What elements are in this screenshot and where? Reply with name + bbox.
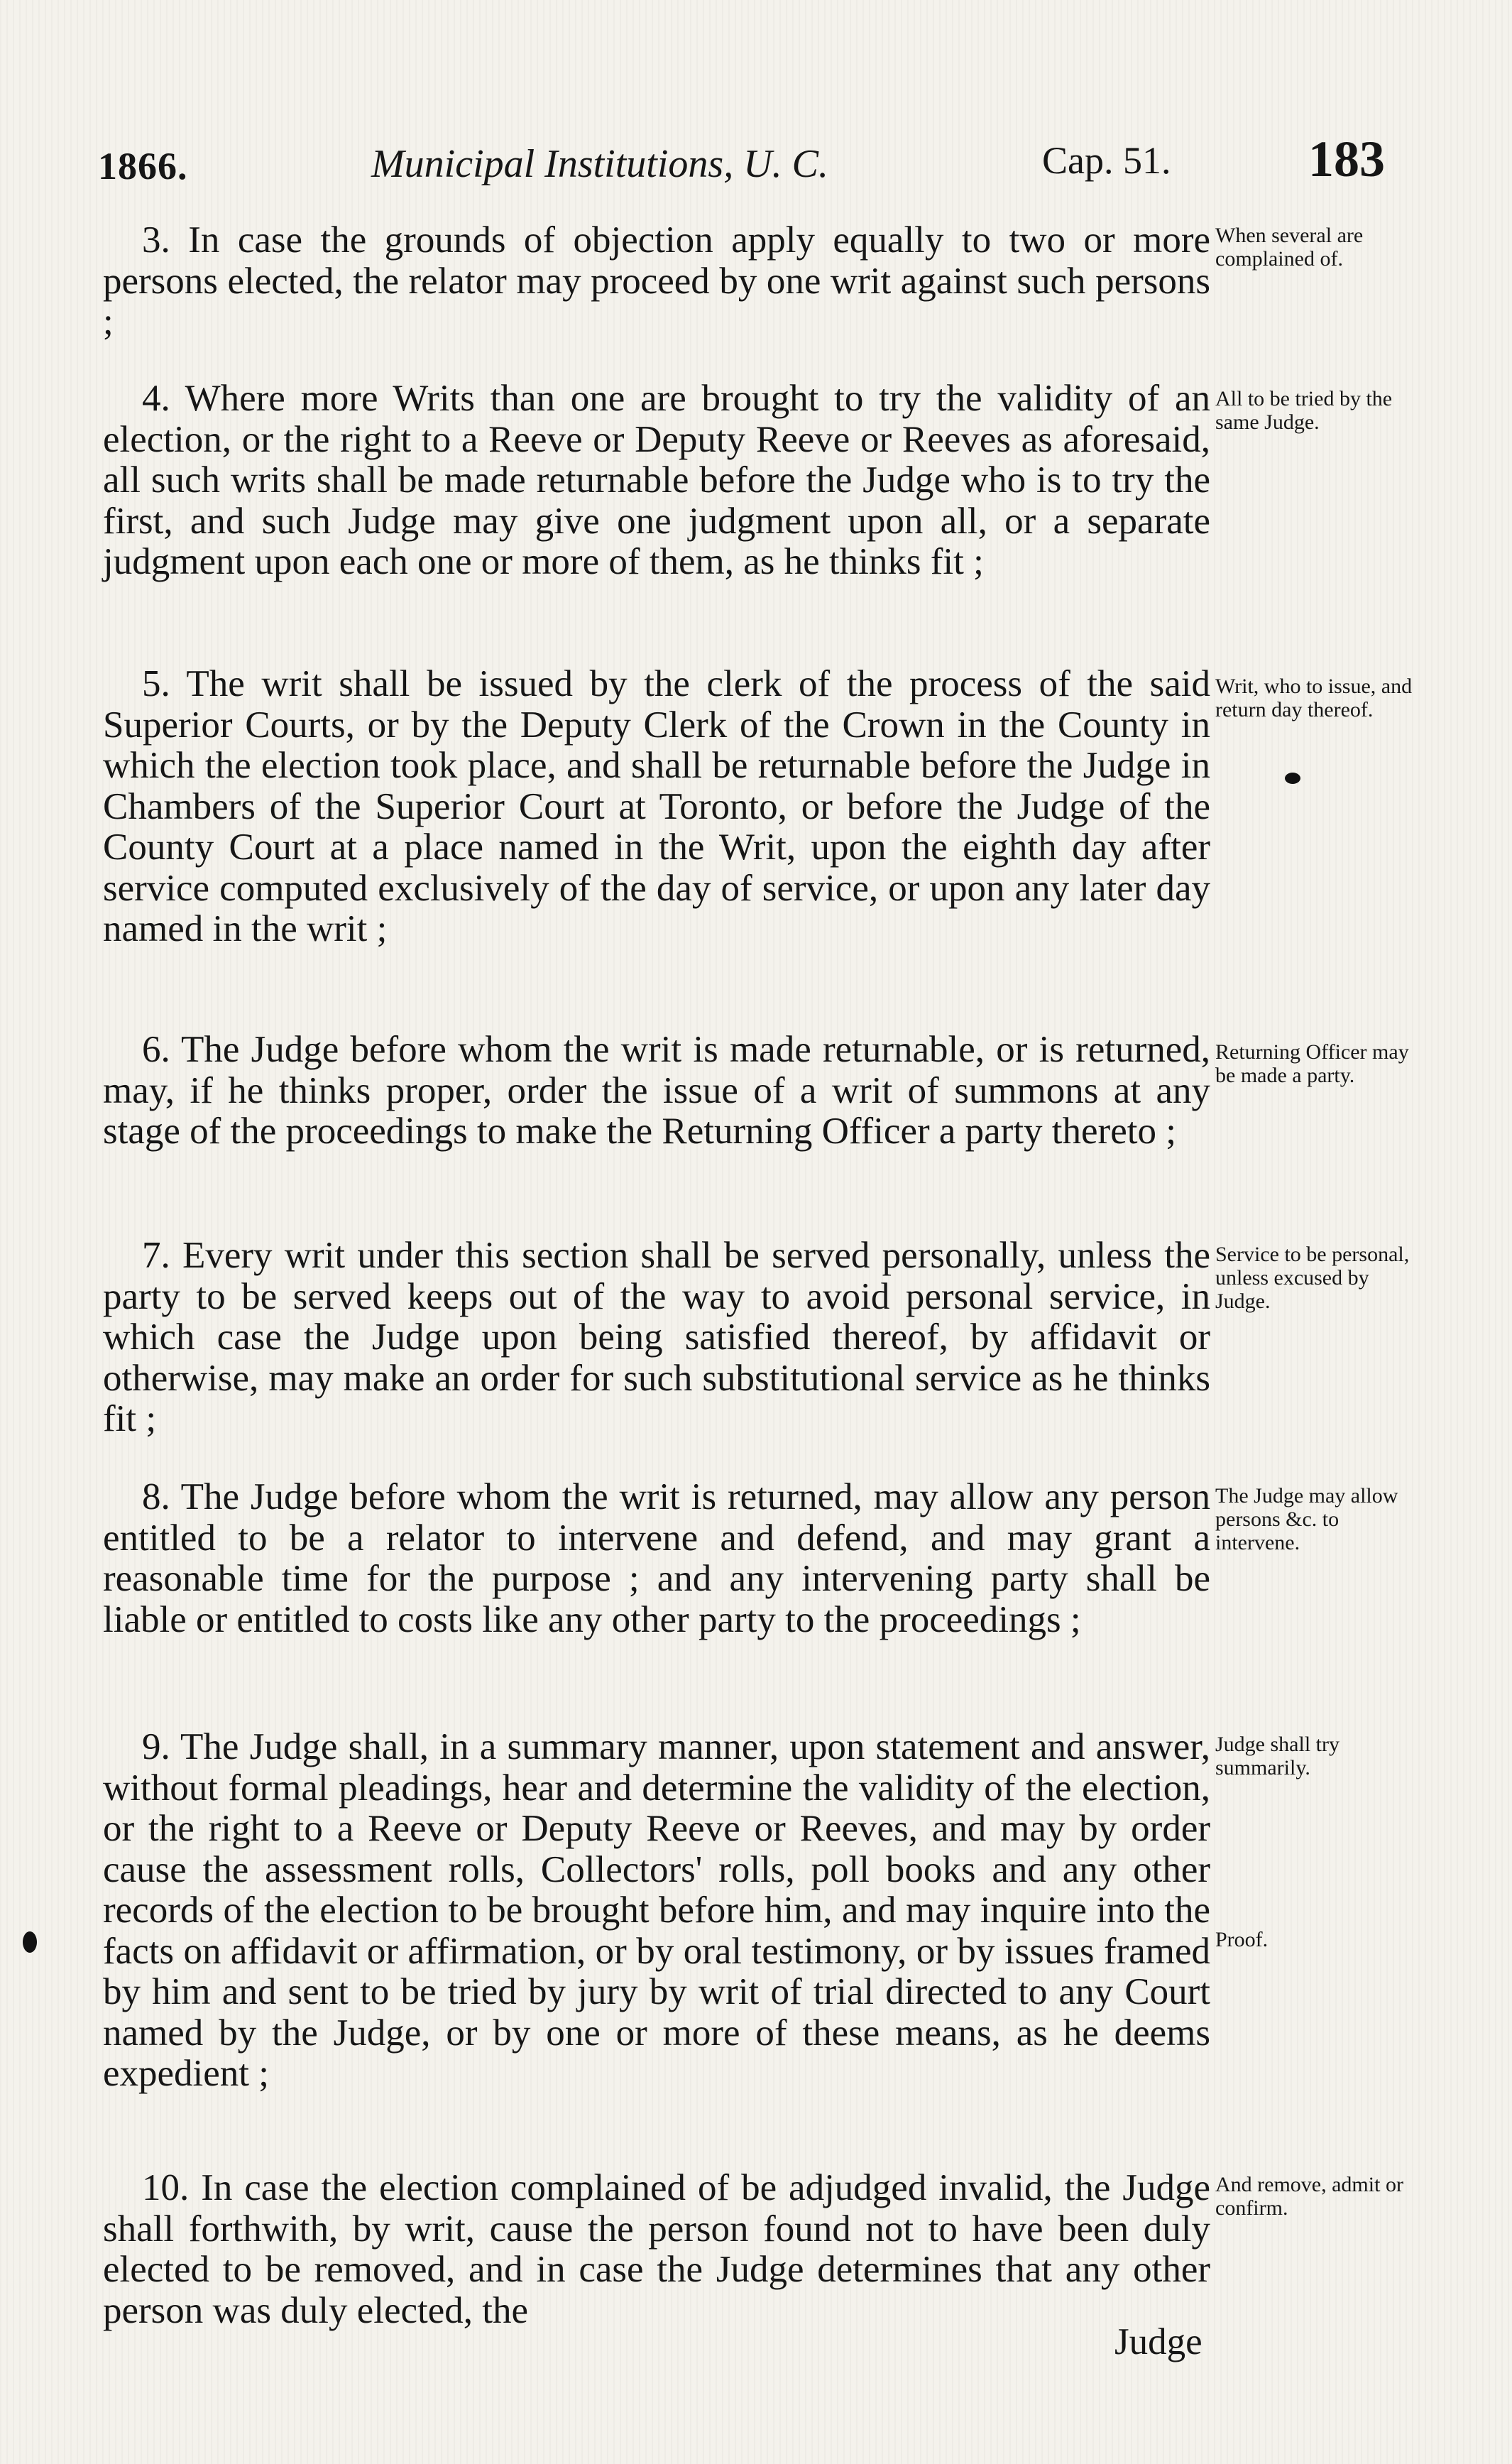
margin-note-section-9: Judge shall try summarily. [1215,1733,1340,1779]
header-year: 1866. [98,145,188,187]
section-4: 4. Where more Writs than one are brought to try the validity of an election, or the right to a Reeve or Deputy Reeve or Reeves as aforesaid, all such writs shall be made returnable before the Judge who is to try the first, and such Judge may give one judgment upon all, or a separate judgment upon each one or more of them, as he thinks fit ; [103,378,1210,582]
section-5: 5. The writ shall be issued by the clerk of the process of the said Superior Courts, or by the Deputy Clerk of the Crown in the County in which the election took place, and shall be returnable before the Judge in Chambers of the Superior Court at Toronto, or before the Judge of the County Court at a place named in the Writ, upon the eighth day after service computed exclusively of the day of service, or upon any later day named in the writ ; [103,663,1210,949]
section-3: 3. In case the grounds of objection apply equally to two or more persons elected, the relator may proceed by one writ against such persons ; [103,219,1210,342]
margin-note-section-6: Returning Officer may be made a party. [1215,1040,1409,1087]
margin-note-section-4: All to be tried by the same Judge. [1215,387,1393,434]
margin-note-proof: Proof. [1215,1928,1269,1951]
catchword: Judge [1114,2321,1203,2362]
section-10: 10. In case the election complained of be adjudged invalid, the Judge shall forthwith, by writ, cause the person found not to have been duly elected to be removed, and in case the Judge determines that any other person was duly elected, the [103,2167,1210,2331]
page-number: 183 [1308,131,1385,187]
section-8: 8. The Judge before whom the writ is returned, may allow any person entitled to be a relator to intervene and defend, and may grant a reasonable time for the purpose ; and any intervening party shall be liable or entitled to costs like any other party to the proceedings ; [103,1476,1210,1640]
header-title: Municipal Institutions, U. C. [371,142,828,186]
header-chapter: Cap. 51. [1042,139,1171,182]
section-7: 7. Every writ under this section shall be served personally, unless the party to be served keeps out of the way to avoid personal service, in which case the Judge upon being satisfied thereof, by affidavit or otherwise, may make an order for such substitutional service as he thinks fit ; [103,1235,1210,1439]
margin-note-section-8: The Judge may allow persons &c. to intervene. [1215,1484,1398,1554]
ink-speck [1285,773,1300,784]
ink-speck [23,1931,37,1953]
margin-note-section-7: Service to be personal, unless excused by Judge. [1215,1243,1410,1313]
section-9: 9. The Judge shall, in a summary manner, upon statement and answer, without formal pleadings, hear and determine the validity of the election, or the right to a Reeve or Deputy Reeve or Reeves, and may by order cause the assessment rolls, Collectors' rolls, poll books and any other records of the election to be brought before him, and may inquire into the facts on affidavit or affirmation, or by oral testimony, or by issues framed by him and sent to be tried by jury by writ of trial directed to any Court named by the Judge, or by one or more of these means, as he deems expedient ; [103,1726,1210,2094]
margin-note-section-10: And remove, admit or confirm. [1215,2173,1403,2220]
margin-note-section-5: Writ, who to issue, and return day thereof. [1215,675,1413,721]
section-6: 6. The Judge before whom the writ is made returnable, or is returned, may, if he thinks proper, order the issue of a writ of summons at any stage of the proceedings to make the Returning Officer a party thereto ; [103,1029,1210,1152]
running-head [98,131,1418,195]
margin-note-section-3: When several are complained of. [1215,224,1364,271]
